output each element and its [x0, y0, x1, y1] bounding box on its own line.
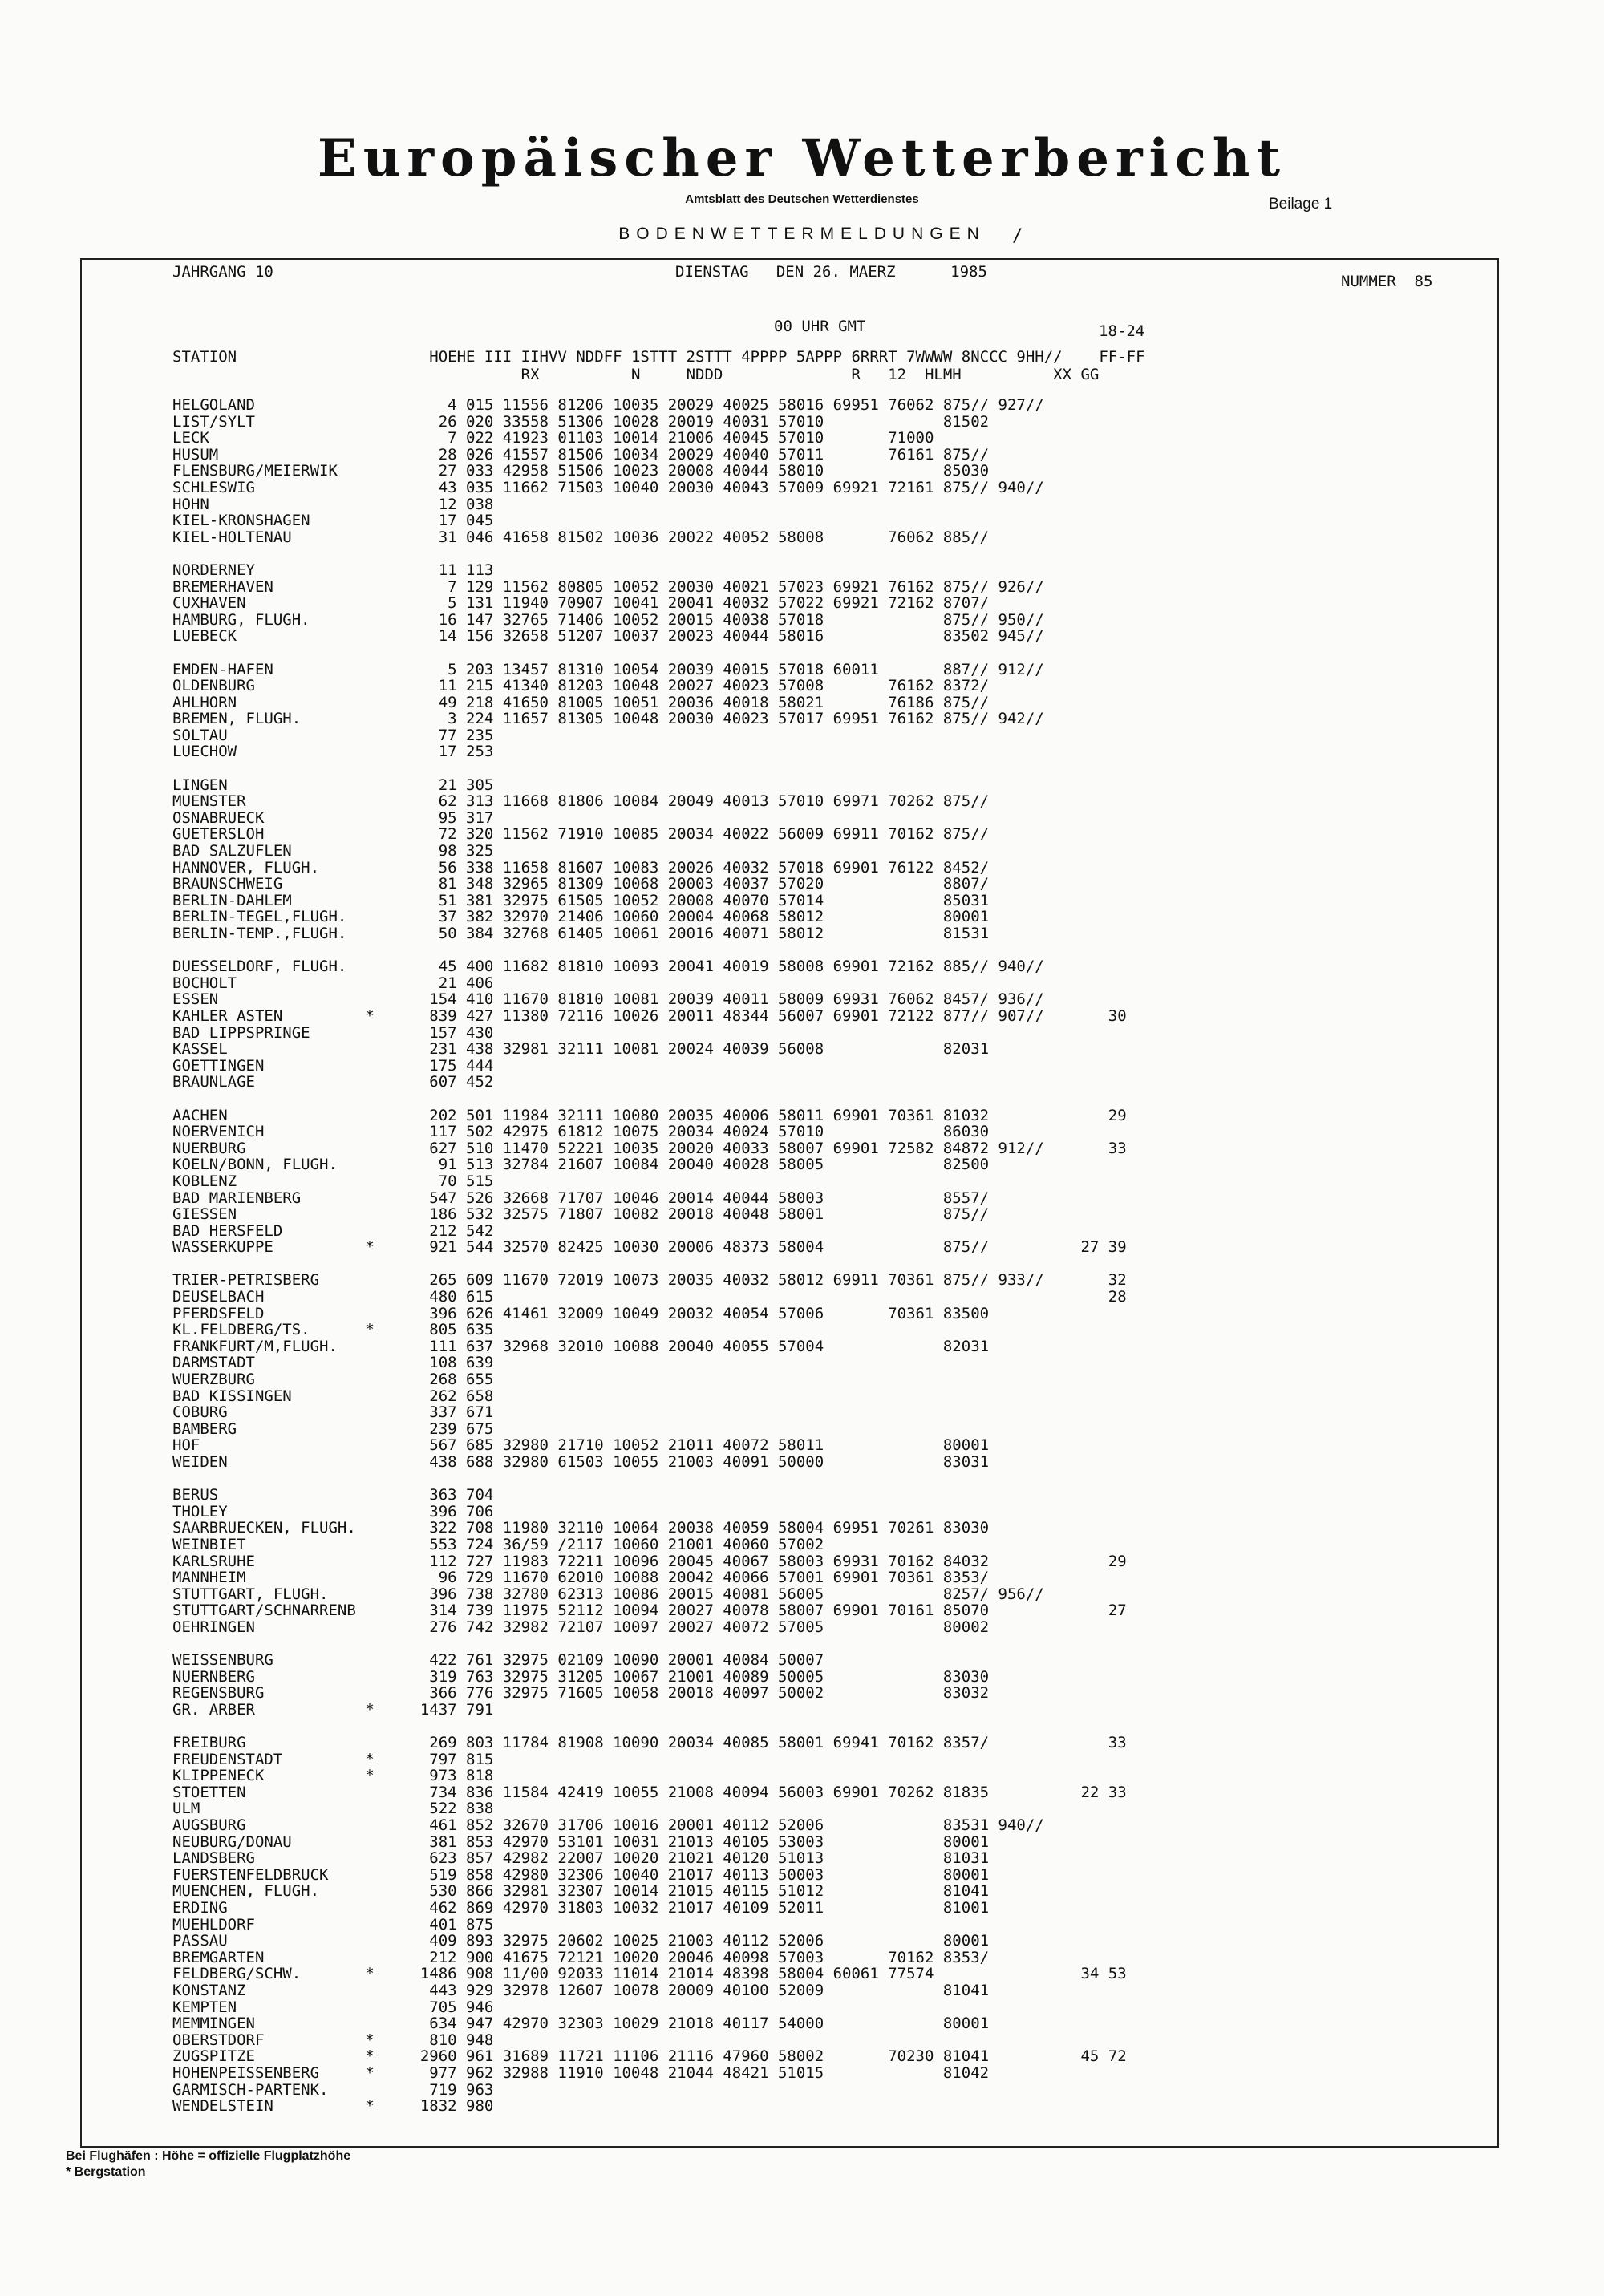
table-row: WEIDEN 438 688 32980 61503 10055 21003 40091 50000 83031 [172, 1453, 990, 1471]
table-row: BAD LIPPSPRINGE 157 430 [172, 1023, 494, 1042]
group-spacer [172, 1091, 1127, 1108]
table-row: FRANKFURT/M,FLUGH. 111 637 32968 32010 10088 20040 40055 57004 82031 [172, 1337, 990, 1355]
table-row: ERDING 462 869 42970 31803 10032 21017 40109 52011 81001 [172, 1899, 990, 1917]
table-row: STUTTGART/SCHNARRENB 314 739 11975 52112 10094 20027 40078 58007 69901 70161 85070 27 [172, 1602, 1127, 1620]
table-row: KARLSRUHE 112 727 11983 72211 10096 20045 40067 58003 69931 70162 84032 29 [172, 1552, 1127, 1570]
table-row: BRAUNSCHWEIG 81 348 32965 81309 10068 20003 40037 57020 8807/ [172, 875, 990, 893]
table-row: BERLIN-TEGEL,FLUGH. 37 382 32970 21406 10060 20004 40068 58012 80001 [172, 908, 990, 926]
group-spacer [172, 1719, 1127, 1735]
table-row: LUECHOW 17 253 [172, 743, 494, 761]
table-row: WUERZBURG 268 655 [172, 1371, 494, 1389]
table-row: AHLHORN 49 218 41650 81005 10051 20036 40018 58021 76186 875// [172, 693, 990, 711]
subtitle: Amtsblatt des Deutschen Wetterdienstes [685, 192, 919, 206]
table-row: DEUSELBACH 480 615 28 [172, 1288, 1127, 1306]
table-row: REGENSBURG 366 776 32975 71605 10058 20018 40097 50002 83032 [172, 1684, 990, 1703]
wind-window: 18-24 [1099, 322, 1145, 340]
table-row: BAMBERG 239 675 [172, 1419, 494, 1438]
table-row: BREMGARTEN 212 900 41675 72121 10020 20046 40098 57003 70162 8353/ [172, 1948, 990, 1966]
table-row: HAMBURG, FLUGH. 16 147 32765 71406 10052 20015 40038 57018 875// 950// [172, 610, 1044, 629]
table-row: NEUBURG/DONAU 381 853 42970 53101 10031 21013 40105 53003 80001 [172, 1832, 990, 1851]
group-spacer [172, 1256, 1127, 1273]
table-row: EMDEN-HAFEN 5 203 13457 81310 10054 20039 40015 57018 60011 887// 912// [172, 660, 1044, 678]
table-row: BREMEN, FLUGH. 3 224 11657 81305 10048 20030 40023 57017 69951 76162 875// 942// [172, 710, 1044, 728]
table-row: OLDENBURG 11 215 41340 81203 10048 20027 40023 57008 76162 8372/ [172, 677, 990, 695]
table-row: NUERNBERG 319 763 32975 31205 10067 21001 40089 50005 83030 [172, 1667, 990, 1686]
table-row: PASSAU 409 893 32975 20602 10025 21003 40112 52006 80001 [172, 1932, 990, 1950]
table-row: BAD KISSINGEN 262 658 [172, 1387, 494, 1405]
table-row: ULM 522 838 [172, 1800, 494, 1818]
table-row: NOERVENICH 117 502 42975 61812 10075 20034 40024 57010 86030 [172, 1123, 990, 1141]
table-row: FELDBERG/SCHW. * 1486 908 11/00 92033 11014 21014 48398 58004 60061 77574 34 53 [172, 1965, 1127, 1983]
supplement-label: Beilage 1 [1269, 196, 1333, 213]
table-row: BRAUNLAGE 607 452 [172, 1073, 494, 1091]
table-row: OBERSTDORF * 810 948 [172, 2031, 494, 2049]
table-row: SAARBRUECKEN, FLUGH. 322 708 11980 32110 10064 20038 40059 58004 69951 70261 83030 [172, 1519, 990, 1537]
footnote-airports: Bei Flughäfen : Höhe = offizielle Flugplatzhöhe [66, 2149, 351, 2163]
table-row: WENDELSTEIN * 1832 980 [172, 2097, 494, 2116]
table-row: NUERBURG 627 510 11470 52221 10035 20020 40033 58007 69901 72582 84872 912// 33 [172, 1139, 1127, 1157]
table-row: NORDERNEY 11 113 [172, 561, 494, 579]
table-row: MUENSTER 62 313 11668 81806 10084 20049 40013 57010 69971 70262 875// [172, 792, 990, 811]
table-row: AUGSBURG 461 852 32670 31706 10016 20001 40112 52006 83531 940// [172, 1816, 1044, 1835]
table-row: TRIER-PETRISBERG 265 609 11670 72019 10073 20035 40032 58012 69911 70361 875// 933// 32 [172, 1271, 1127, 1290]
volume: JAHRGANG 10 [172, 263, 273, 281]
table-row: GOETTINGEN 175 444 [172, 1056, 494, 1075]
table-row: HOHENPEISSENBERG * 977 962 32988 11910 10048 21044 48421 51015 81042 [172, 2063, 990, 2082]
table-row: STOETTEN 734 836 11584 42419 10055 21008 40094 56003 69901 70262 81835 22 33 [172, 1783, 1127, 1801]
column-header-line-1: STATION HOEHE III IIHVV NDDFF 1STTT 2STTT 4PPPP 5APPP 6RRRT 7WWWW 8NCCC 9HH// FF-FF [172, 348, 1145, 366]
table-row: GIESSEN 186 532 32575 71807 10082 20018 40048 58001 875// [172, 1205, 990, 1224]
table-row: HOF 567 685 32980 21710 10052 21011 40072 58011 80001 [172, 1436, 990, 1455]
table-row: KIEL-HOLTENAU 31 046 41658 81502 10036 20022 40052 58008 76062 885// [172, 528, 990, 546]
date: DIENSTAG DEN 26. MAERZ 1985 [675, 263, 987, 281]
table-row: FREIBURG 269 803 11784 81908 10090 20034 40085 58001 69941 70162 8357/ 33 [172, 1734, 1127, 1752]
table-row: MANNHEIM 96 729 11670 62010 10088 20042 40066 57001 69901 70361 8353/ [172, 1569, 990, 1587]
table-row: BERUS 363 704 [172, 1486, 494, 1504]
table-row: BAD MARIENBERG 547 526 32668 71707 10046 20014 40044 58003 8557/ [172, 1188, 990, 1207]
table-row: KAHLER ASTEN * 839 427 11380 72116 10026 20011 48344 56007 69901 72122 877// 907// 30 [172, 1006, 1127, 1025]
column-header-line-2: RX N NDDD R 12 HLMH XX GG [172, 366, 1100, 383]
table-row: KOBLENZ 70 515 [172, 1172, 494, 1190]
table-row: DARMSTADT 108 639 [172, 1354, 494, 1372]
table-row: OEHRINGEN 276 742 32982 72107 10097 20027 40072 57005 80002 [172, 1618, 990, 1636]
table-row: SCHLESWIG 43 035 11662 71503 10040 20030 40043 57009 69921 72161 875// 940// [172, 478, 1044, 496]
table-row: WEINBIET 553 724 36/59 /2117 10060 21001 40060 57002 [172, 1535, 824, 1553]
table-row: HUSUM 28 026 41557 81506 10034 20029 40040 57011 76161 875// [172, 445, 990, 464]
table-row: KL.FELDBERG/TS. * 805 635 [172, 1321, 494, 1339]
group-spacer [172, 760, 1127, 777]
group-spacer [172, 1471, 1127, 1488]
table-row: HANNOVER, FLUGH. 56 338 11658 81607 10083 20026 40032 57018 69901 76122 8452/ [172, 858, 990, 877]
group-spacer [172, 942, 1127, 959]
table-row: LUEBECK 14 156 32658 51207 10037 20023 40044 58016 83502 945// [172, 627, 1044, 646]
table-row: PFERDSFELD 396 626 41461 32009 10049 20032 40054 57006 70361 83500 [172, 1304, 990, 1322]
group-spacer [172, 545, 1127, 562]
table-row: BOCHOLT 21 406 [172, 974, 494, 992]
table-row: AACHEN 202 501 11984 32111 10080 20035 40006 58011 69901 70361 81032 29 [172, 1106, 1127, 1124]
table-row: HELGOLAND 4 015 11556 81206 10035 20029 40025 58016 69951 76062 875// 927// [172, 396, 1044, 414]
footnote-mountain: * Bergstation [66, 2165, 146, 2179]
table-row: BERLIN-DAHLEM 51 381 32975 61505 10052 20008 40070 57014 85031 [172, 891, 990, 909]
table-row: KASSEL 231 438 32981 32111 10081 20024 40039 56008 82031 [172, 1040, 990, 1059]
table-row: BREMERHAVEN 7 129 11562 80805 10052 20030 40021 57023 69921 76162 875// 926// [172, 577, 1044, 596]
table-row: FUERSTENFELDBRUCK 519 858 42980 32306 10040 21017 40113 50003 80001 [172, 1865, 990, 1884]
table-row: FREUDENSTADT * 797 815 [172, 1750, 494, 1768]
margin-mark: / [1012, 226, 1023, 246]
table-row: LIST/SYLT 26 020 33558 51306 10028 20019 40031 57010 81502 [172, 412, 990, 431]
table-row: THOLEY 396 706 [172, 1502, 494, 1521]
section-title: BODENWETTERMELDUNGEN [618, 225, 986, 243]
table-row: KEMPTEN 705 946 [172, 1998, 494, 2016]
table-row: LECK 7 022 41923 01103 10014 21006 40045 57010 71000 [172, 429, 934, 447]
observation-time: 00 UHR GMT [774, 318, 866, 335]
table-row: MEMMINGEN 634 947 42970 32303 10029 21018 40117 54000 80001 [172, 2015, 990, 2033]
table-row: CUXHAVEN 5 131 11940 70907 10041 20041 40032 57022 69921 72162 8707/ [172, 594, 990, 613]
table-row: OSNABRUECK 95 317 [172, 808, 494, 827]
table-row: KLIPPENECK * 973 818 [172, 1767, 494, 1785]
table-row: LANDSBERG 623 857 42982 22007 10020 21021 40120 51013 81031 [172, 1849, 990, 1868]
table-row: BERLIN-TEMP.,FLUGH. 50 384 32768 61405 10061 20016 40071 58012 81531 [172, 925, 990, 942]
table-row: WASSERKUPPE * 921 544 32570 82425 10030 20006 48373 58004 875// 27 39 [172, 1238, 1127, 1257]
table-row: ZUGSPITZE * 2960 961 31689 11721 11106 21116 47960 58002 70230 81041 45 72 [172, 2047, 1127, 2066]
table-row: STUTTGART, FLUGH. 396 738 32780 62313 10086 20015 40081 56005 8257/ 956// [172, 1585, 1044, 1603]
table-row: GR. ARBER * 1437 791 [172, 1700, 494, 1719]
table-row: GARMISCH-PARTENK. 719 963 [172, 2080, 494, 2099]
table-row: BAD SALZUFLEN 98 325 [172, 842, 494, 860]
table-row: KONSTANZ 443 929 32978 12607 10078 20009 40100 52009 81041 [172, 1982, 990, 1999]
group-spacer [172, 1636, 1127, 1653]
table-row: COBURG 337 671 [172, 1403, 494, 1422]
table-row: ESSEN 154 410 11670 81810 10081 20039 40011 58009 69931 76062 8457/ 936// [172, 990, 1044, 1009]
issue-number: NUMMER 85 [1341, 273, 1433, 290]
table-row: WEISSENBURG 422 761 32975 02109 10090 20001 40084 50007 [172, 1651, 824, 1670]
table-row: KOELN/BONN, FLUGH. 91 513 32784 21607 10084 20040 40028 58005 82500 [172, 1156, 990, 1174]
table-row: DUESSELDORF, FLUGH. 45 400 11682 81810 10093 20041 40019 58008 69901 72162 885// 940// [172, 958, 1044, 976]
table-row: FLENSBURG/MEIERWIK 27 033 42958 51506 10023 20008 40044 58010 85030 [172, 462, 990, 480]
table-row: LINGEN 21 305 [172, 775, 494, 794]
page-title: Europäischer Wetterbericht [318, 128, 1286, 188]
table-row: GUETERSLOH 72 320 11562 71910 10085 20034 40022 56009 69911 70162 875// [172, 825, 990, 844]
group-spacer [172, 645, 1127, 662]
table-row: MUENCHEN, FLUGH. 530 866 32981 32307 10014 21015 40115 51012 81041 [172, 1882, 990, 1901]
station-table [172, 397, 1127, 2115]
table-row: BAD HERSFELD 212 542 [172, 1221, 494, 1240]
table-row: HOHN 12 038 [172, 495, 494, 513]
table-row: MUEHLDORF 401 875 [172, 1915, 494, 1934]
table-row: SOLTAU 77 235 [172, 726, 494, 744]
table-row: KIEL-KRONSHAGEN 17 045 [172, 512, 494, 530]
